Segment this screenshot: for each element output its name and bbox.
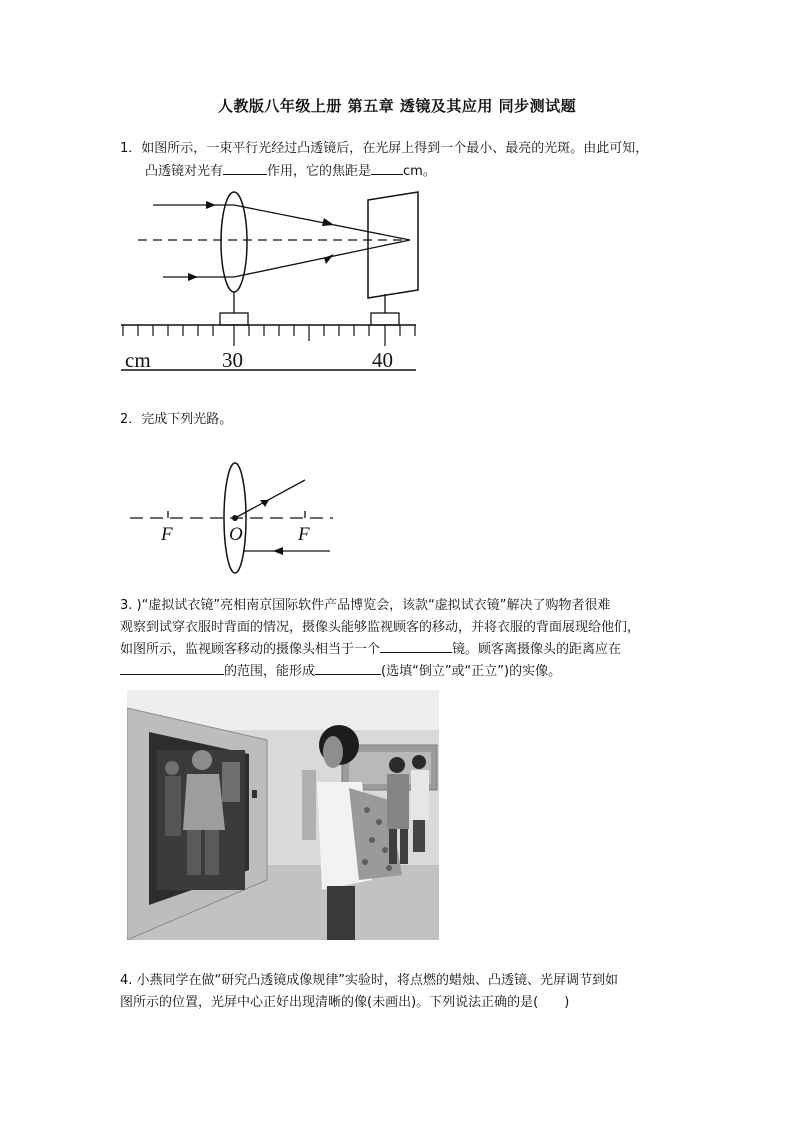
virtual-mirror-photo bbox=[127, 690, 439, 940]
q4-line1: 4. 小燕同学在做“研究凸透镜成像规律”实验时，将点燃的蜡烛、凸透镜、光屏调节到如 bbox=[120, 973, 619, 988]
q3-text-d: (选填“倒立”或“正立”)的实像。 bbox=[381, 664, 562, 679]
q1-ruler-ticks bbox=[123, 325, 415, 346]
q1-blank-focal[interactable] bbox=[371, 160, 403, 175]
q1-ray-bottom-out bbox=[234, 240, 410, 277]
q1-unit-label: cm bbox=[125, 348, 151, 372]
q4-line2: 图所示的位置，光屏中心正好出现清晰的像(未画出)。下列说法正确的是( ) bbox=[120, 995, 570, 1010]
q2-arrow-parallel bbox=[273, 547, 283, 555]
q2-text: 完成下列光路。 bbox=[141, 412, 233, 427]
q1-text-a: 凸透镜对光有 bbox=[145, 164, 224, 179]
q1-arrow-bottom-out bbox=[324, 254, 334, 264]
q3-blank-distance[interactable] bbox=[120, 660, 224, 675]
q1-text-line1: 如图所示，一束平行光经过凸透镜后，在光屏上得到一个最小、最亮的光斑。由此可知， bbox=[141, 141, 649, 156]
q1-arrow-top bbox=[206, 201, 216, 209]
q3-text-c: 的范围，能形成 bbox=[224, 664, 316, 679]
q1-arrow-bottom bbox=[188, 273, 198, 281]
q1-text-b: 作用，它的焦距是 bbox=[267, 164, 372, 179]
q1-screen-base bbox=[371, 313, 399, 325]
q1-line1 bbox=[120, 138, 648, 160]
virtual-mirror-photo-art bbox=[127, 690, 439, 940]
q3-line1: 3. )“虚拟试衣镜”亮相南京国际软件产品博览会，该款“虚拟试衣镜”解决了购物者很难 bbox=[120, 598, 611, 613]
q3-blank-image-type[interactable] bbox=[315, 660, 381, 675]
q3-line2: 观察到试穿衣服时背面的情况，摄像头能够监视顾客的移动，并将衣服的背面展现给他们， bbox=[120, 620, 641, 635]
q2-line bbox=[120, 409, 232, 431]
q2-label-focus-left: F bbox=[161, 524, 173, 545]
q3-text-b: 镜。顾客离摄像头的距离应在 bbox=[452, 642, 622, 657]
q1-lens-diagram bbox=[118, 190, 423, 375]
q1-number: 1． bbox=[120, 141, 142, 156]
q1-line2 bbox=[145, 160, 436, 183]
q1-lens-base bbox=[220, 313, 248, 325]
q1-tick-label-30: 30 bbox=[222, 348, 243, 372]
q3-line4 bbox=[120, 660, 561, 683]
q1-light-screen bbox=[368, 192, 418, 298]
q2-lens-diagram bbox=[125, 460, 340, 578]
q1-arrow-top-out bbox=[322, 218, 334, 226]
q1-text-c: cm。 bbox=[403, 164, 436, 179]
q1-ray-top-out bbox=[234, 205, 410, 240]
q2-label-focus-right: F bbox=[298, 524, 310, 545]
q1-blank-effect[interactable] bbox=[223, 160, 267, 175]
q1-tick-label-40: 40 bbox=[372, 348, 393, 372]
q3-line3 bbox=[120, 638, 621, 661]
q2-number: 2． bbox=[120, 412, 142, 427]
q3-text-a: 如图所示，监视顾客移动的摄像头相当于一个 bbox=[120, 642, 381, 657]
page-title: 人教版八年级上册 第五章 透镜及其应用 同步测试题 bbox=[217, 97, 577, 115]
q2-label-center: O bbox=[229, 524, 243, 545]
q3-blank-lens-type[interactable] bbox=[380, 638, 452, 653]
